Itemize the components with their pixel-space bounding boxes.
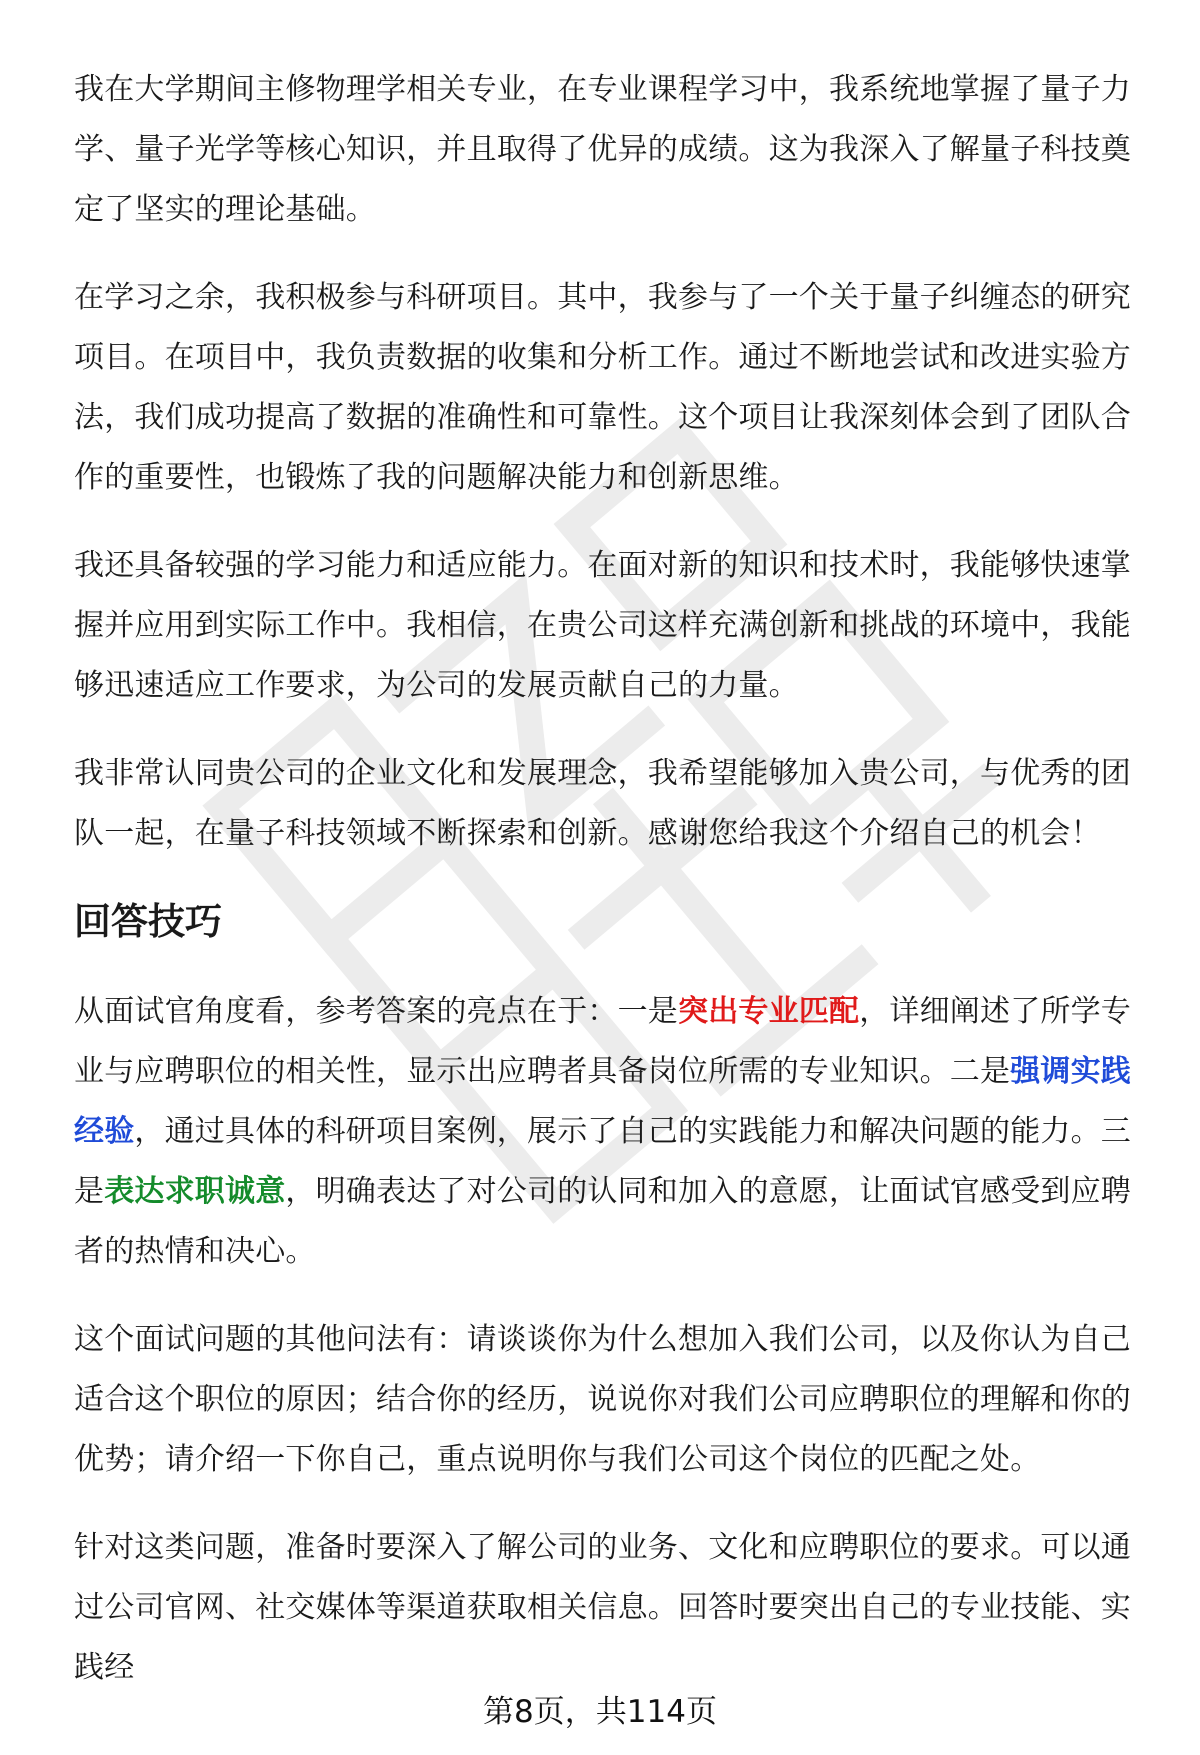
paragraph-research: 在学习之余，我积极参与科研项目。其中，我参与了一个关于量子纠缠态的研究项目。在项目中，我负责数据的收集和分析工作。通过不断地尝试和改进实验方法，我们成功提高了数据的准确性和可靠性。这个项目让我深刻体会到了团队合作的重要性，也锻炼了我的问题解决能力和创新思维。 — [74, 280, 1131, 495]
paragraph-preparation: 针对这类问题，准备时要深入了解公司的业务、文化和应聘职位的要求。可以通过公司官网、社交媒体等渠道获取相关信息。回答时要突出自己的专业技能、实践经 — [74, 1530, 1131, 1685]
paragraph-closing: 我非常认同贵公司的企业文化和发展理念，我希望能够加入贵公司，与优秀的团队一起，在量子科技领域不断探索和创新。感谢您给我这个介绍自己的机会！ — [74, 756, 1131, 851]
tips-text: 从面试官角度看，参考答案的亮点在于：一是 — [74, 994, 678, 1029]
paragraph-major: 我在大学期间主修物理学相关专业，在专业课程学习中，我系统地掌握了量子力学、量子光学等核心知识，并且取得了优异的成绩。这为我深入了解量子科技奠定了坚实的理论基础。 — [74, 72, 1131, 227]
highlight-sincerity: 表达求职诚意 — [104, 1174, 286, 1209]
tips-text: ，明确表达了对公司的认同和加入的意愿，让面试官感受到应聘者的热情和决心。 — [74, 1174, 1132, 1269]
tips-text: ，通过具体的科研项目案例，展示了自己的实践能力和解决问题的能力。三是 — [74, 1114, 1132, 1209]
paragraph-other-questions: 这个面试问题的其他问法有：请谈谈你为什么想加入我们公司，以及你认为自己适合这个职位的原因；结合你的经历，说说你对我们公司应聘职位的理解和你的优势；请介绍一下你自己，重点说明你与我们公司这个岗位的匹配之处。 — [74, 1322, 1131, 1477]
section-heading: 回答技巧 — [74, 900, 222, 943]
highlight-practical-experience: 强调实践经验 — [74, 1054, 1132, 1149]
paragraph-tips — [74, 982, 1144, 1282]
highlight-professional-match: 突出专业匹配 — [678, 994, 860, 1029]
document-body — [74, 60, 1144, 1726]
paragraph-ability: 我还具备较强的学习能力和适应能力。在面对新的知识和技术时，我能够快速掌握并应用到实际工作中。我相信，在贵公司这样充满创新和挑战的环境中，我能够迅速适应工作要求，为公司的发展贡献自己的力量。 — [74, 548, 1131, 703]
page-number-footer: 第8页，共114页 — [483, 1694, 717, 1730]
tips-text: ，详细阐述了所学专业与应聘职位的相关性，显示出应聘者具备岗位所需的专业知识。二是 — [74, 994, 1132, 1089]
